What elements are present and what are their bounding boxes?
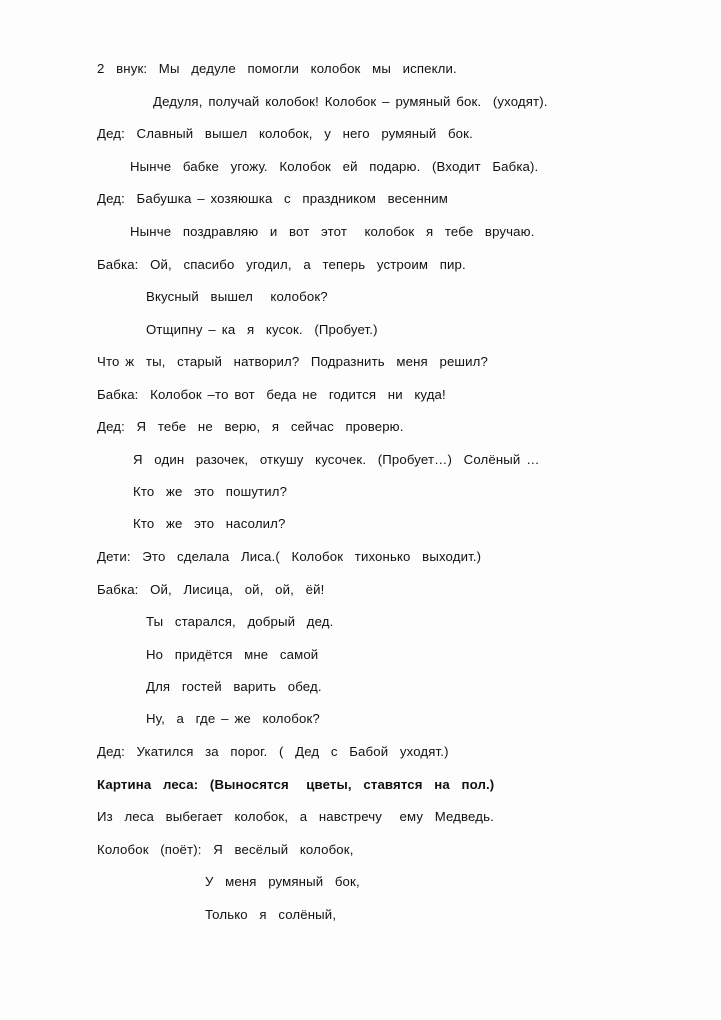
text-line-ded-ne-veryu: Дед: Я тебе не верю, я сейчас проверю. (97, 419, 404, 434)
text-line-otshchipnu: Отщипну – ка я кусок. (Пробует.) (146, 322, 378, 337)
text-line-nynche-pozdravlyayu: Нынче поздравляю и вот этот колобок я тебе вручаю. (130, 224, 535, 239)
text-line-ded-babushka: Дед: Бабушка – хозяюшка с праздником весенним (97, 191, 448, 206)
text-line-babka-beda: Бабка: Колобок –то вот беда не годится ни куда! (97, 387, 446, 402)
text-line-kolobok-poyot: Колобок (поёт): Я весёлый колобок, (97, 842, 354, 857)
text-line-ded-ukatilsya: Дед: Укатился за порог. ( Дед с Бабой уходят.) (97, 744, 449, 759)
scene-heading: Картина леса: (Выносятся цветы, ставятся на пол.) (97, 777, 495, 792)
text-line-pridyotsya: Но придётся мне самой (146, 647, 319, 662)
text-line-poshutil: Кто же это пошутил? (133, 484, 288, 499)
text-line-nasolil: Кто же это насолил? (133, 516, 286, 531)
text-line-staralsya: Ты старался, добрый дед. (146, 614, 334, 629)
text-line-gde-kolobok: Ну, а где – же колобок? (146, 711, 320, 726)
text-line-babka-spasibo: Бабка: Ой, спасибо угодил, а теперь устроим пир. (97, 257, 466, 272)
text-line-ded-slavny: Дед: Славный вышел колобок, у него румяный бок. (97, 126, 473, 141)
text-line-vnuk: 2 внук: Мы дедуле помогли колобок мы испекли. (97, 61, 457, 76)
text-line-deti: Дети: Это сделала Лиса.( Колобок тихонько выходит.) (97, 549, 482, 564)
text-line-obed: Для гостей варить обед. (146, 679, 322, 694)
text-line-solyony: Только я солёный, (205, 907, 337, 922)
text-line-nynche-babke: Нынче бабке угожу. Колобок ей подарю. (Входит Бабка). (130, 159, 539, 174)
text-line-dedulya: Дедуля, получай колобок! Колобок – румяный бок. (уходят). (153, 94, 548, 109)
text-line-vkusny: Вкусный вышел колобок? (146, 289, 328, 304)
text-line-babka-lisitsa: Бабка: Ой, Лисица, ой, ой, ёй! (97, 582, 325, 597)
text-line-rumyany-bok: У меня румяный бок, (205, 874, 360, 889)
text-line-razochek: Я один разочек, откушу кусочек. (Пробует…) Солёный … (133, 452, 540, 467)
text-line-chto-zh: Что ж ты, старый натворил? Подразнить меня решил? (97, 354, 489, 369)
text-line-iz-lesa: Из леса выбегает колобок, а навстречу ему Медведь. (97, 809, 494, 824)
